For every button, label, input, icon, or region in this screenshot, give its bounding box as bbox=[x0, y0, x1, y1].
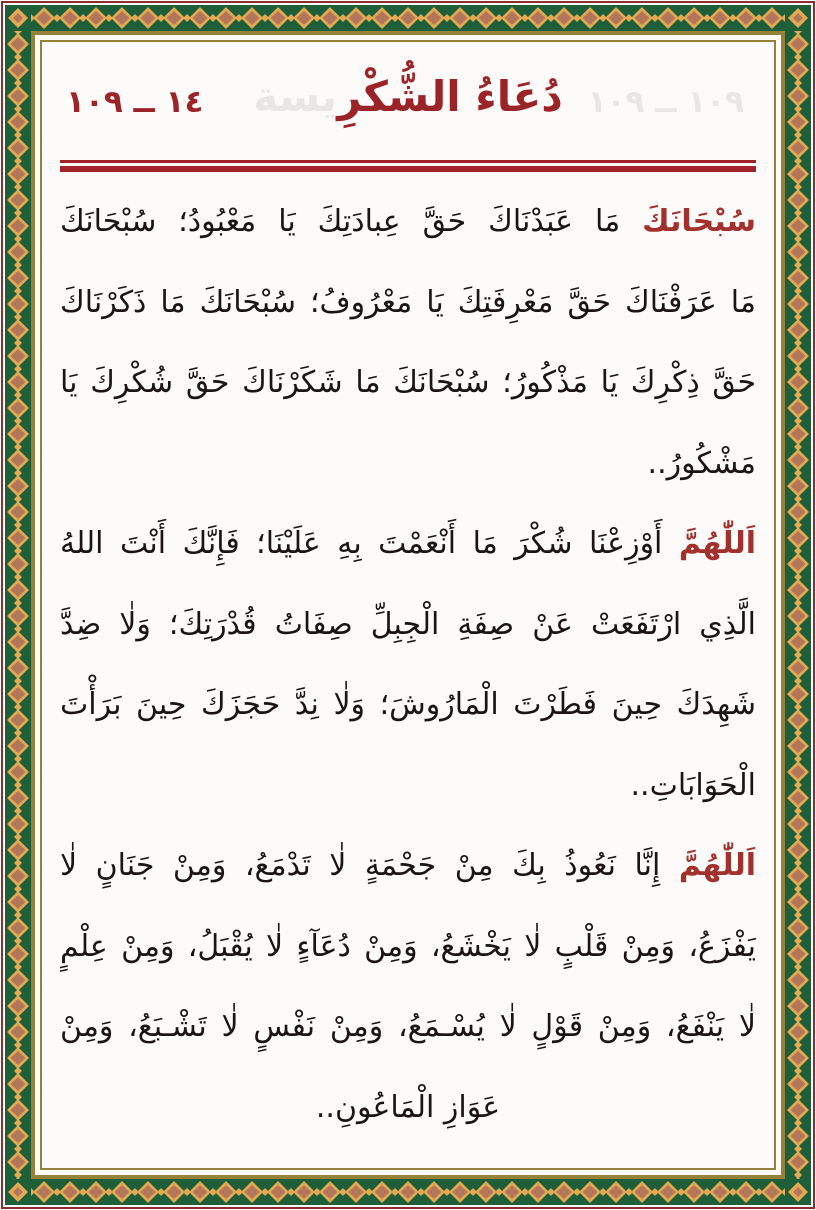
lead-word: اَللّٰهُمَّ bbox=[678, 848, 756, 883]
prayer-line: مَشْكُورُ.. bbox=[647, 445, 756, 481]
prayer-line: شَهِدَكَ حِينَ فَطَرْتَ الْمَارُوشَ؛ وَلٰا نِدَّ حَجَزَكَ حِينَ بَرَأْتَ bbox=[60, 687, 756, 722]
prayer-line: مَا عَرَفْنَاكَ حَقَّ مَعْرِفَتِكَ يَا مَعْرُوفُ؛ سُبْحَانَكَ مَا ذَكَرْنَاكَ bbox=[60, 284, 756, 320]
prayer-line: يَفْزَعُ، وَمِنْ قَلْبٍ لٰا يَخْشَعُ، وَمِنْ دُعَآءٍ لٰا يُقْبَلُ، وَمِنْ عِلْمٍ bbox=[60, 928, 756, 964]
page-number: ١٤ ــ ١٠٩ bbox=[66, 84, 204, 120]
prayer-line: عَوَازِ الْمَاعُونِ.. bbox=[315, 1089, 501, 1125]
prayer-line bbox=[60, 826, 756, 907]
green-ornament-band bbox=[5, 5, 811, 1205]
paragraph bbox=[60, 504, 756, 826]
paragraph bbox=[60, 182, 756, 504]
prayer-line bbox=[60, 182, 756, 263]
page-content bbox=[42, 42, 774, 1168]
paragraph bbox=[60, 826, 756, 1148]
prayer-body bbox=[58, 182, 758, 1148]
title-ghost-text: يسة bbox=[253, 72, 338, 121]
divider-thick-rule bbox=[60, 166, 756, 172]
page-header bbox=[58, 58, 758, 154]
lead-word: اَللّٰهُمَّ bbox=[678, 526, 756, 561]
ghost-page-number: ١٠٩ ــ ١٠٩ bbox=[587, 84, 744, 120]
prayer-line: لٰا يَنْفَعُ، وَمِنْ قَوْلٍ لٰا يُسْـمَعُ، وَمِنْ نَفْسٍ لٰا تَشْـبَعُ، وَمِنْ bbox=[60, 1009, 756, 1044]
lead-word: سُبْحَانَكَ bbox=[642, 204, 756, 239]
inner-gold-rule bbox=[40, 40, 776, 1170]
inner-margin bbox=[40, 40, 776, 1170]
prayer-line: الَّذِي ارْتَفَعَتْ عَنْ صِفَةِ الْجِبِلِّ صِفَاتُ قُدْرَتِكَ؛ وَلٰا ضِدَّ bbox=[60, 606, 756, 642]
line-text: إِنَّا نَعُوذُ بِكَ مِنْ جَحْمَةٍ لٰا تَدْمَعُ، وَمِنْ جَنَانٍ لٰا bbox=[60, 848, 661, 883]
prayer-line: الْحَوَابَاتِ.. bbox=[630, 767, 756, 803]
prayer-line: حَقَّ ذِكْرِكَ يَا مَذْكُورُ؛ سُبْحَانَكَ مَا شَكَرْنَاكَ حَقَّ شُكْرِكَ يَا bbox=[60, 365, 756, 400]
line-text: مَا عَبَدْنَاكَ حَقَّ عِبادَتِكَ يَا مَعْبُودُ؛ سُبْحَانَكَ bbox=[60, 204, 621, 239]
prayer-line bbox=[60, 504, 756, 585]
page-title-text: دُعَاءُ الشُّكْرِ bbox=[337, 72, 563, 121]
line-text: أَوْزِعْنَا شُكْرَ مَا أَنْعَمْتَ بِهِ عَلَيْنَا؛ فَإِنَّكَ أَنْتَ اللهُ bbox=[60, 526, 663, 561]
outer-maroon-frame bbox=[1, 1, 815, 1209]
title-divider bbox=[60, 160, 756, 172]
gold-frame bbox=[31, 31, 785, 1179]
